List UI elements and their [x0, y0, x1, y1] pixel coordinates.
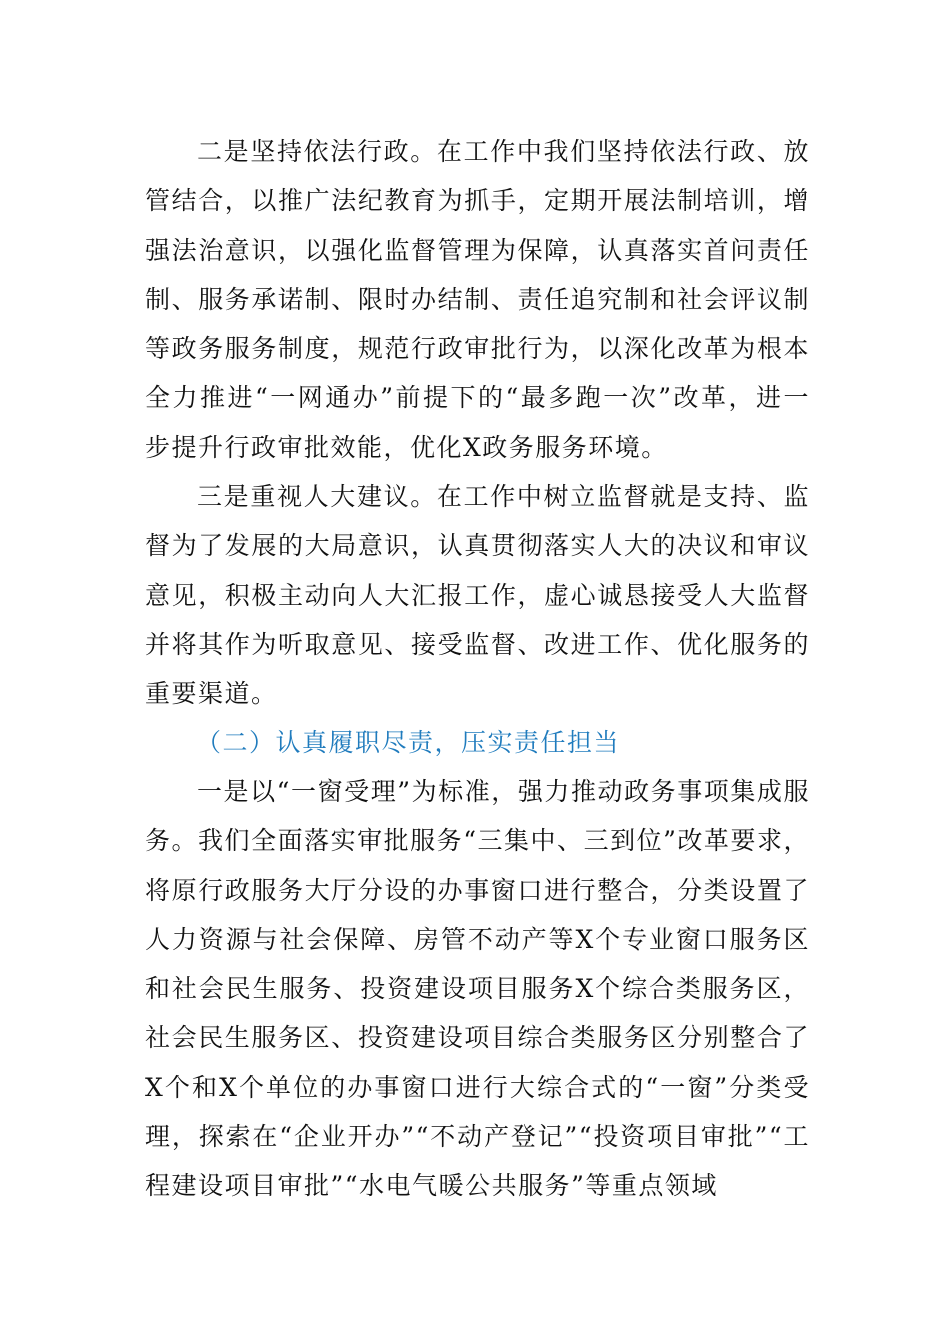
paragraph-one-window-acceptance: 一是以“一窗受理”为标准，强力推动政务事项集成服务。我们全面落实审批服务“三集中、三到位”改革要求，将原行政服务大厅分设的办事窗口进行整合，分类设置了人力资源与社会保障、房管不动产等X个专业窗口服务区和社会民生服务、投资建设项目服务X个综合类服务区，社会民生服务区、投资建设项目综合类服务区分别整合了X个和X个单位的办事窗口进行大综合式的“一窗”分类受理，探索在“企业开办”“不动产登记”“投资项目审批”“工程建设项目审批”“水电气暖公共服务”等重点领域	[145, 777, 810, 1201]
section-heading: （二）认真履职尽责，压实责任担当	[196, 728, 621, 757]
paragraph-rule-of-law: 二是坚持依法行政。在工作中我们坚持依法行政、放管结合，以推广法纪教育为抓手，定期开展法制培训，增强法治意识，以强化监督管理为保障，认真落实首问责任制、服务承诺制、限时办结制、责任追究制和社会评议制等政务服务制度，规范行政审批行为，以深化改革为根本全力推进“一网通办”前提下的“最多跑一次”改革，进一步提升行政审批效能，优化X政务服务环境。	[145, 137, 810, 462]
paragraph-npc-suggestions: 三是重视人大建议。在工作中树立监督就是支持、监督为了发展的大局意识，认真贯彻落实人大的决议和审议意见，积极主动向人大汇报工作，虚心诚恳接受人大监督并将其作为听取意见、接受监督、改进工作、优化服务的重要渠道。	[145, 482, 810, 709]
